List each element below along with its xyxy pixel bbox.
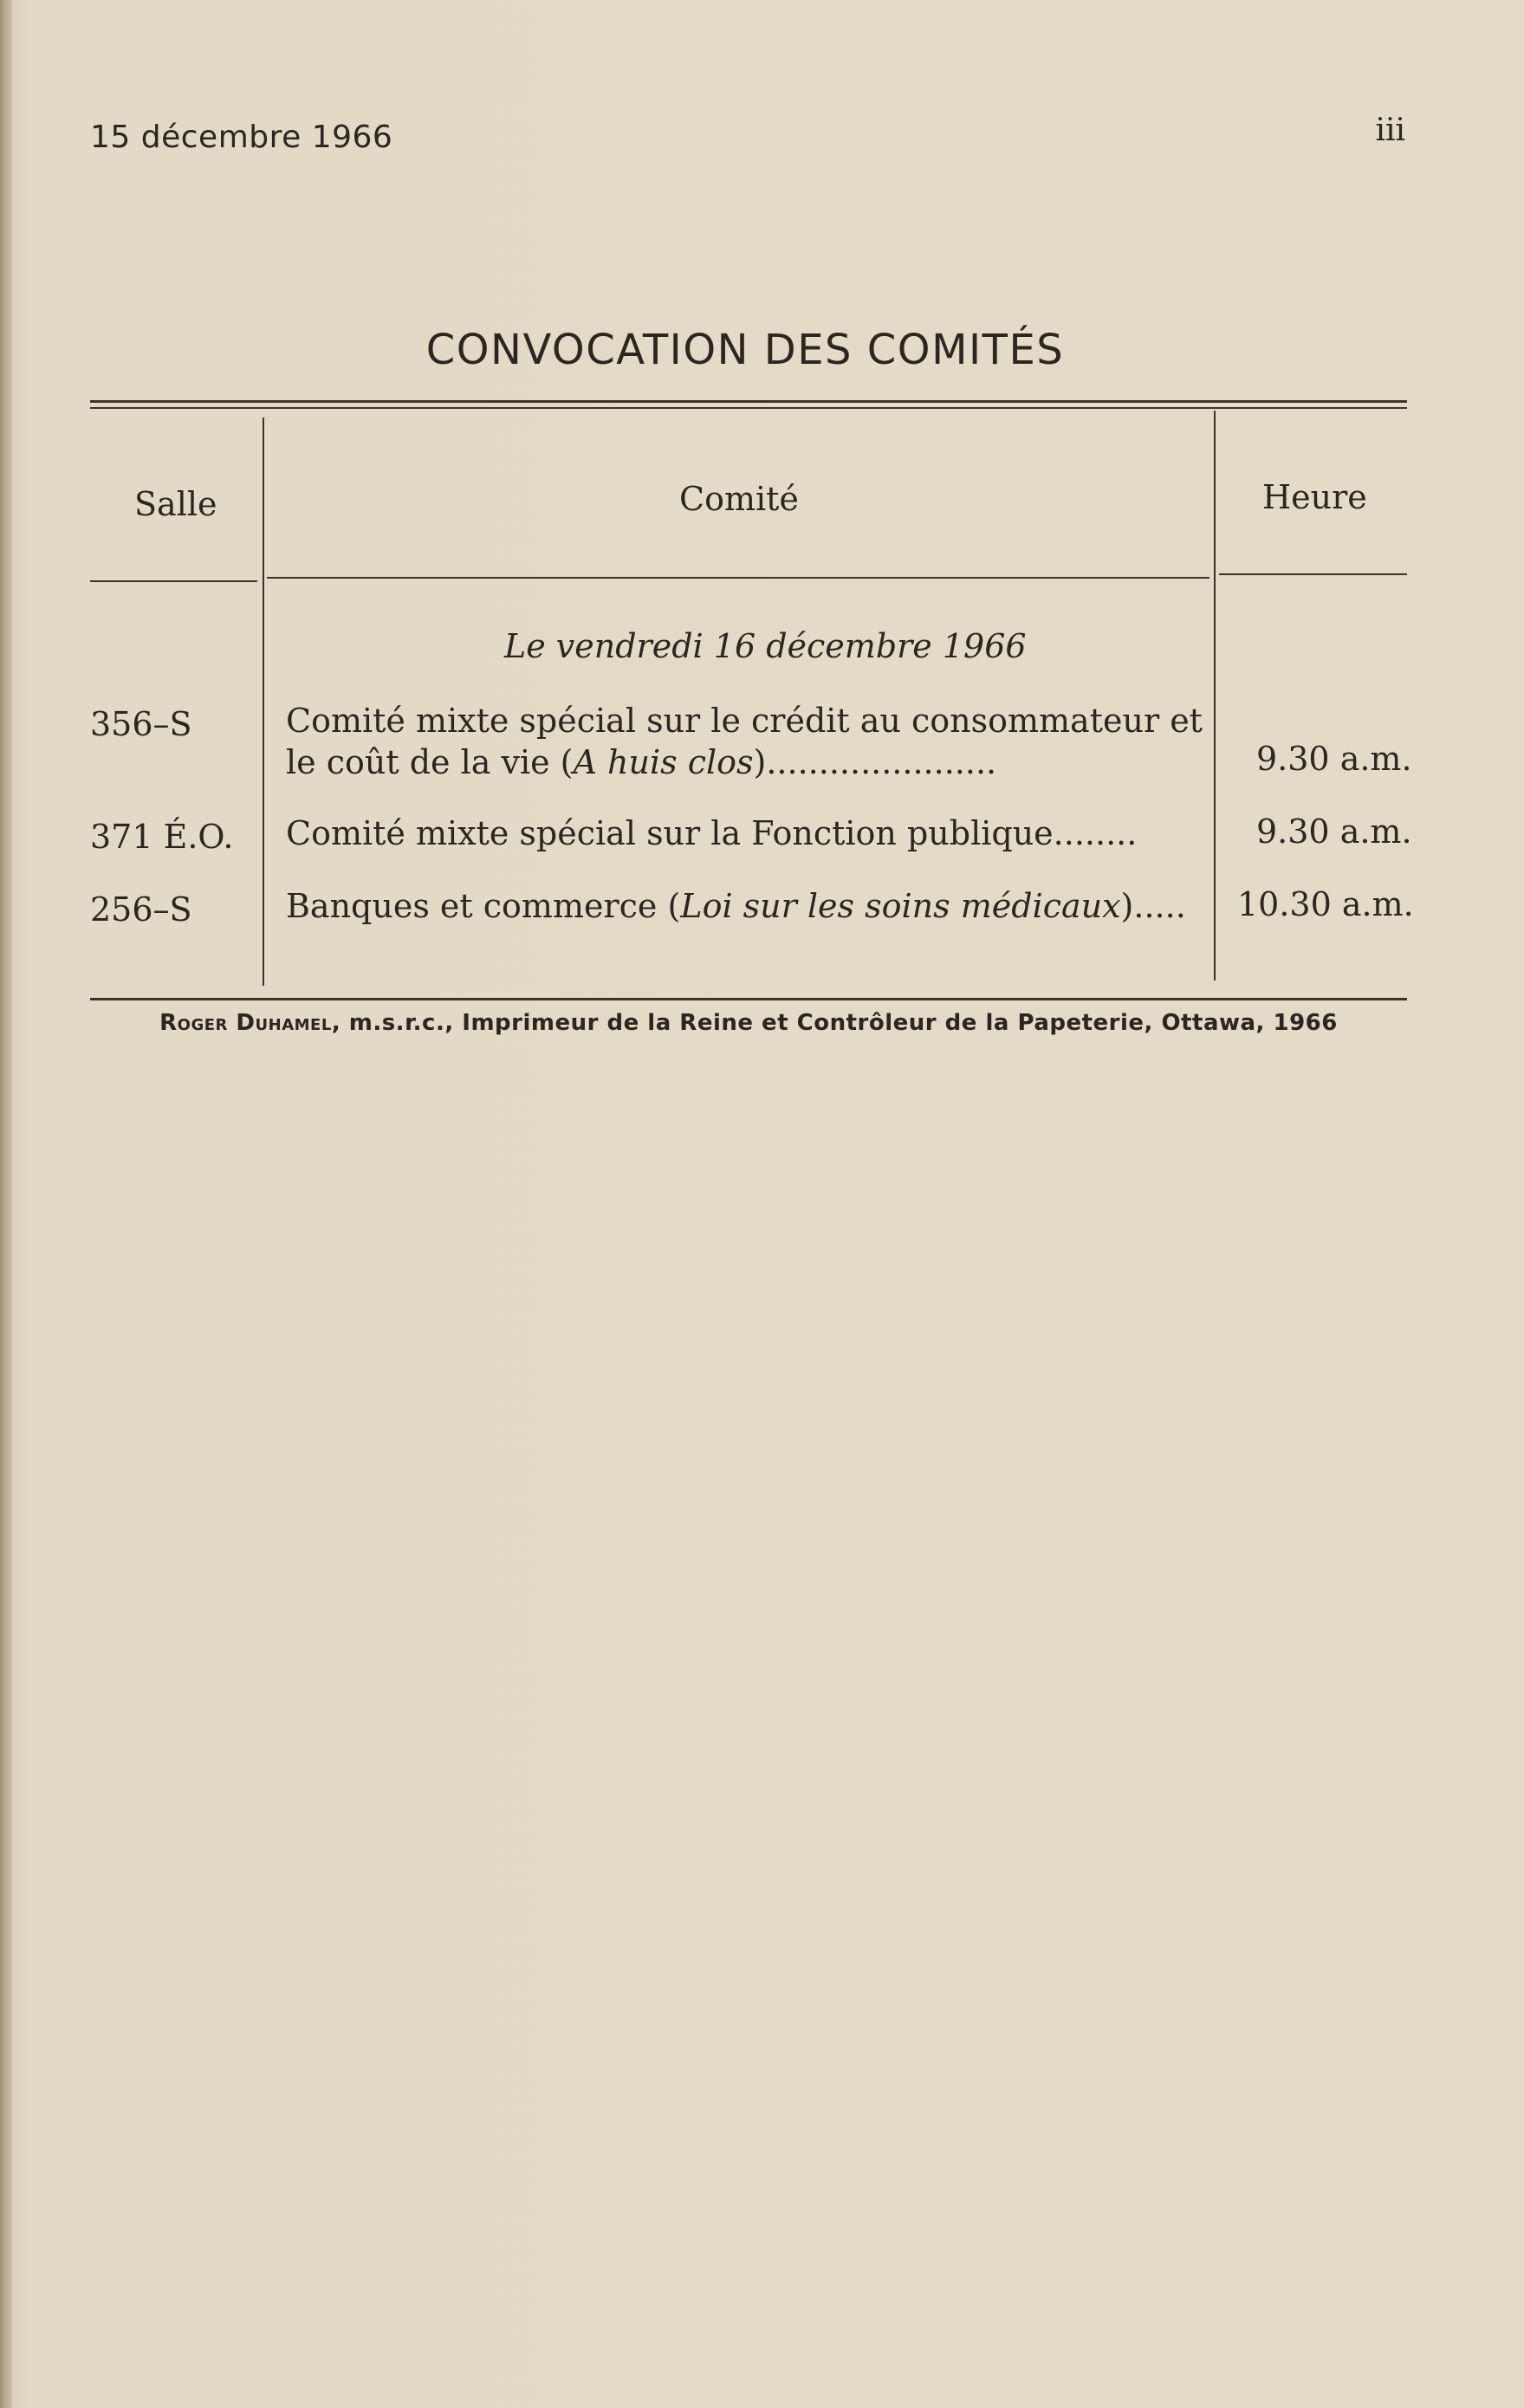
table-row-2-comite: Comité mixte spécial sur la Fonction publique........ bbox=[286, 814, 1138, 852]
printer-name: Roger Duhamel bbox=[159, 1010, 332, 1036]
column-divider-right bbox=[1214, 411, 1216, 981]
day-heading: Le vendredi 16 décembre 1966 bbox=[504, 627, 1027, 665]
table-top-rule-2 bbox=[90, 407, 1407, 409]
table-row-2-heure: 9.30 a.m. bbox=[1256, 812, 1412, 851]
table-row-1-heure: 9.30 a.m. bbox=[1256, 740, 1412, 778]
table-top-rule-1 bbox=[90, 400, 1407, 403]
header-underline-heure bbox=[1219, 573, 1407, 575]
header-date: 15 décembre 1966 bbox=[90, 120, 393, 155]
table-row-2-salle: 371 É.O. bbox=[90, 818, 234, 856]
table-bottom-rule bbox=[90, 998, 1407, 1000]
table-row-3-heure: 10.30 a.m. bbox=[1237, 885, 1414, 923]
column-divider-left bbox=[263, 418, 264, 986]
comite-italic-text: A huis clos bbox=[573, 743, 754, 781]
column-header-salle: Salle bbox=[134, 485, 217, 523]
printer-imprint bbox=[90, 1010, 1407, 1036]
comite-text: Banques et commerce ( bbox=[286, 887, 681, 925]
table-row-1-comite-line1: Comité mixte spécial sur le crédit au consommateur et bbox=[286, 702, 1203, 740]
comite-italic-text: Loi sur les soins médicaux bbox=[680, 887, 1121, 925]
comite-text: le coût de la vie ( bbox=[286, 743, 574, 781]
table-row-1-comite-line2 bbox=[286, 743, 996, 781]
header-underline-comite bbox=[267, 577, 1209, 579]
page-number: iii bbox=[1375, 113, 1405, 148]
header-underline-salle bbox=[90, 580, 257, 582]
page-title: CONVOCATION DES COMITÉS bbox=[425, 326, 1065, 374]
column-header-comite: Comité bbox=[679, 480, 799, 518]
column-header-heure: Heure bbox=[1262, 478, 1367, 516]
table-row-1-salle: 356–S bbox=[90, 705, 192, 743]
table-row-3-salle: 256–S bbox=[90, 890, 192, 929]
printer-details: , m.s.r.c., Imprimeur de la Reine et Contrôleur de la Papeterie, Ottawa, 1966 bbox=[331, 1010, 1338, 1036]
table-row-3-comite bbox=[286, 887, 1186, 925]
comite-leader-dots: )...................... bbox=[753, 743, 997, 781]
comite-leader-dots: )..... bbox=[1120, 887, 1186, 925]
